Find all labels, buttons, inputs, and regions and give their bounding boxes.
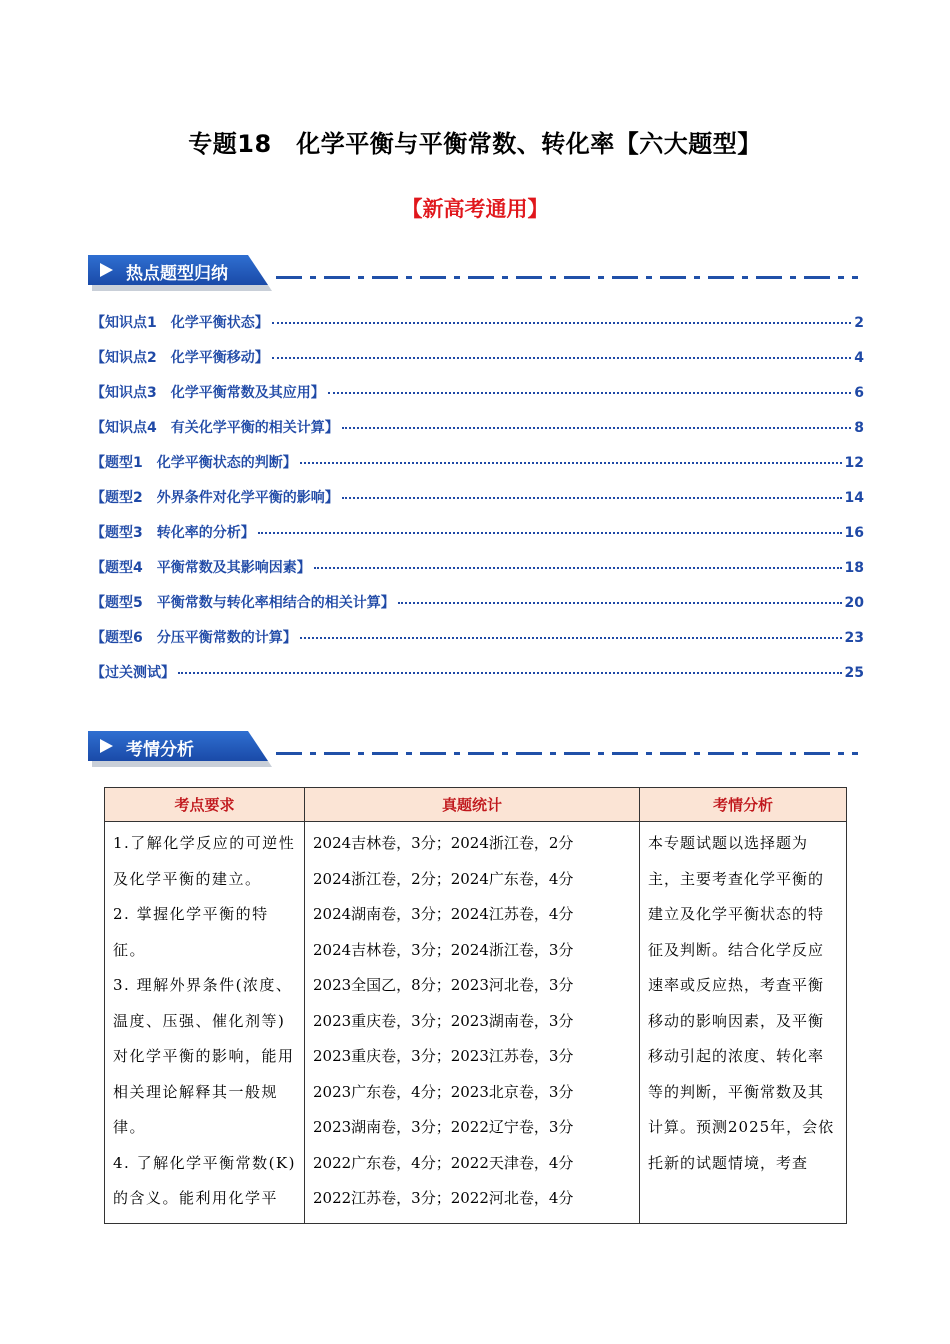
toc-item[interactable]: 【题型5 平衡常数与转化率相结合的相关计算】 20 (91, 595, 864, 611)
stat-line: 2024吉林卷，3分；2024浙江卷，3分 (313, 940, 574, 959)
analysis-text: 本专题试题以选择题为主，主要考查化学平衡的建立及化学平衡状态的特征及判断。结合化学反应速率或反应热，考查平衡移动的影响因素，及平衡移动引起的浓度、转化率等的判断，平衡常数及其计算。预测2025年，会依托新的试题情境，考查 (648, 834, 835, 1172)
stat-line: 2023湖南卷，3分；2022辽宁卷，3分 (313, 1118, 574, 1136)
toc-item[interactable]: 【过关测试】 25 (91, 665, 864, 681)
analysis-section-banner (88, 731, 858, 769)
requirement-item: 1.了解化学反应的可逆性及化学平衡的建立。 (113, 834, 296, 888)
stat-line: 2023全国乙，8分；2023河北卷，3分 (313, 976, 574, 994)
toc-item[interactable]: 【题型1 化学平衡状态的判断】 12 (91, 455, 864, 471)
section-heading: 热点题型归纳 (126, 264, 228, 284)
requirement-item: 2. 掌握化学平衡的特征。 (113, 905, 269, 959)
section-heading: 考情分析 (126, 740, 194, 760)
exam-analysis-table (104, 787, 847, 1224)
page-subtitle: 【新高考通用】 (401, 197, 549, 221)
stat-line: 2024吉林卷，3分；2024浙江卷，2分 (313, 834, 574, 852)
page-title: 专题18 化学平衡与平衡常数、转化率【六大题型】 (188, 130, 762, 158)
stat-line: 2022江苏卷，3分；2022河北卷，4分 (313, 1189, 574, 1207)
toc-section-banner (88, 255, 858, 293)
stat-line: 2023广东卷，4分；2023北京卷，3分 (313, 1082, 574, 1101)
column-header: 真题统计 (305, 788, 640, 822)
toc-item[interactable]: 【知识点4 有关化学平衡的相关计算】 8 (91, 420, 864, 436)
table-of-contents (91, 312, 864, 697)
toc-item[interactable]: 【题型2 外界条件对化学平衡的影响】 14 (91, 490, 864, 506)
toc-item[interactable]: 【知识点1 化学平衡状态】 2 (91, 315, 864, 331)
toc-item[interactable]: 【知识点3 化学平衡常数及其应用】 6 (91, 385, 864, 401)
toc-item[interactable]: 【题型4 平衡常数及其影响因素】 18 (91, 560, 864, 576)
dashed-divider (276, 752, 858, 755)
play-arrow-icon (100, 739, 113, 753)
requirements-cell (105, 822, 305, 1224)
requirement-item: 3. 理解外界条件(浓度、温度、压强、催化剂等)对化学平衡的影响，能用相关理论解释其一般规律。 (113, 976, 295, 1136)
stat-line: 2024浙江卷，2分；2024广东卷，4分 (313, 869, 574, 888)
toc-item[interactable]: 【题型3 转化率的分析】 16 (91, 525, 864, 541)
toc-item[interactable]: 【题型6 分压平衡常数的计算】 23 (91, 630, 864, 646)
stat-line: 2023重庆卷，3分；2023江苏卷，3分 (313, 1047, 574, 1065)
analysis-cell (640, 822, 847, 1224)
stats-cell (305, 822, 640, 1224)
column-header: 考情分析 (640, 788, 847, 822)
column-header: 考点要求 (105, 788, 305, 822)
stat-line: 2022广东卷，4分；2022天津卷，4分 (313, 1153, 574, 1172)
play-arrow-icon (100, 263, 113, 277)
dashed-divider (276, 276, 858, 279)
stat-line: 2023重庆卷，3分；2023湖南卷，3分 (313, 1011, 574, 1030)
requirement-item: 4. 了解化学平衡常数(K)的含义。能利用化学平 (113, 1153, 296, 1207)
table-row (105, 822, 847, 1224)
stat-line: 2024湖南卷，3分；2024江苏卷，4分 (313, 905, 574, 923)
toc-item[interactable]: 【知识点2 化学平衡移动】 4 (91, 350, 864, 366)
